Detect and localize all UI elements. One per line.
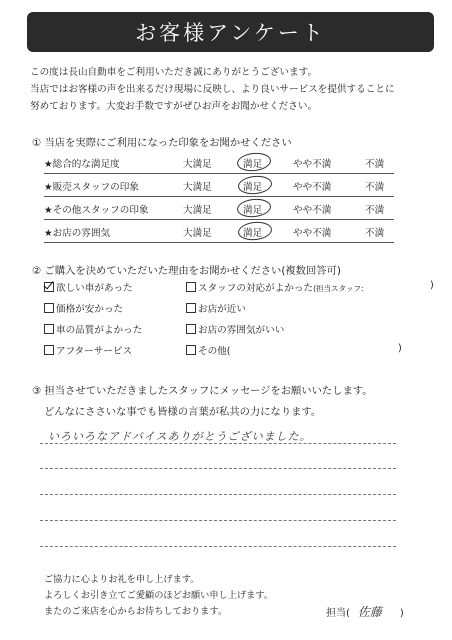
option-dissatisfied[interactable]: 不満 <box>365 205 385 216</box>
checkbox[interactable] <box>186 324 196 334</box>
check-item[interactable] <box>44 280 133 294</box>
handwritten-message: いろいろなアドバイスありがとうございました。 <box>48 430 312 443</box>
option-satisfied[interactable]: 満足 <box>243 182 263 193</box>
check-label: アフターサービス <box>56 346 133 357</box>
option-somewhat-dissatisfied[interactable]: やや不満 <box>293 182 332 193</box>
message-line <box>40 468 396 469</box>
question-3-subheading: どんなにささいな事でも皆様の言葉が私共の力になります。 <box>44 406 322 418</box>
message-line <box>40 494 396 495</box>
check-label: 欲しい車があった <box>56 283 133 294</box>
option-dissatisfied[interactable]: 不満 <box>365 228 385 239</box>
rating-label: ★販売スタッフの印象 <box>44 182 139 193</box>
check-item[interactable] <box>44 322 142 336</box>
check-label: 価格が安かった <box>56 304 124 315</box>
closing-line: よろしくお引き立てご愛顧のほどお願い申し上げます。 <box>44 590 273 601</box>
rating-label: ★お店の雰囲気 <box>44 228 111 239</box>
intro-text <box>30 64 445 115</box>
rating-row <box>44 197 394 220</box>
option-satisfied[interactable]: 満足 <box>243 228 263 239</box>
selection-circle-mark <box>236 197 272 218</box>
staff-label: 担当( <box>326 608 350 619</box>
question-3-heading: ③ 担当させていただきましたスタッフにメッセージをお願いいたします。 <box>32 385 373 397</box>
checkbox[interactable] <box>186 303 196 313</box>
checkbox[interactable] <box>44 303 54 313</box>
rating-label: ★総合的な満足度 <box>44 159 120 170</box>
option-somewhat-dissatisfied[interactable]: やや不満 <box>293 205 332 216</box>
paren-close: ) <box>399 608 404 619</box>
option-satisfied[interactable]: 満足 <box>243 205 263 216</box>
check-item[interactable] <box>186 322 284 336</box>
option-somewhat-dissatisfied[interactable]: やや不満 <box>293 159 332 170</box>
intro-line: 努めております。大変お手数ですがぜひお声をお聞かせください。 <box>30 101 318 112</box>
paren-close: ) <box>398 343 402 354</box>
question-1-heading: ① 当店を実際にご利用になった印象をお聞かせください <box>32 137 292 149</box>
check-label: 車の品質がよかった <box>56 325 143 336</box>
check-item[interactable] <box>44 301 123 315</box>
rating-row <box>44 174 394 197</box>
option-very-satisfied[interactable]: 大満足 <box>183 228 212 239</box>
staff-signature <box>326 603 404 620</box>
paren-close: ) <box>430 280 434 291</box>
intro-line: 当店ではお客様の声を出来るだけ現場に反映し、より良いサービスを提供することに <box>30 84 395 95</box>
rating-table <box>44 151 394 243</box>
selection-circle-mark <box>237 174 273 195</box>
option-dissatisfied[interactable]: 不満 <box>365 159 385 170</box>
staff-name: 佐藤 <box>357 605 382 619</box>
option-somewhat-dissatisfied[interactable]: やや不満 <box>293 228 332 239</box>
question-2-heading: ② ご購入を決めていただいた理由をお聞かせください(複数回答可) <box>32 265 341 277</box>
option-very-satisfied[interactable]: 大満足 <box>183 159 212 170</box>
rating-label: ★その他スタッフの印象 <box>44 205 149 216</box>
check-label: その他( <box>198 346 231 357</box>
check-item[interactable] <box>44 343 132 357</box>
intro-line: この度は長山自動車をご利用いただき誠にありがとうございます。 <box>30 67 318 78</box>
message-line <box>40 520 396 521</box>
message-line <box>40 443 396 444</box>
option-very-satisfied[interactable]: 大満足 <box>183 205 212 216</box>
check-item[interactable] <box>186 280 364 294</box>
check-item[interactable] <box>186 301 246 315</box>
selection-circle-mark <box>237 220 273 241</box>
rating-row <box>44 151 394 174</box>
option-dissatisfied[interactable]: 不満 <box>365 182 385 193</box>
checkbox[interactable] <box>186 345 196 355</box>
checkbox[interactable] <box>44 345 54 355</box>
message-line <box>40 546 396 547</box>
checkbox[interactable] <box>186 282 196 292</box>
option-satisfied[interactable]: 満足 <box>243 159 263 170</box>
survey-title: お客様アンケート <box>135 21 326 45</box>
closing-text <box>44 572 273 620</box>
check-item[interactable] <box>186 343 231 357</box>
rating-row <box>44 220 394 243</box>
staff-note-label: (担当スタッフ: <box>313 284 364 293</box>
checkbox[interactable] <box>44 324 54 334</box>
check-label: お店が近い <box>198 304 246 315</box>
check-label: スタッフの対応がよかった <box>198 283 314 294</box>
check-label: お店の雰囲気がいい <box>198 325 285 336</box>
selection-circle-mark <box>236 151 272 172</box>
closing-line: またのご来店を心からお待ちしております。 <box>44 606 228 617</box>
closing-line: ご協力に心よりお礼を申し上げます。 <box>44 574 200 585</box>
checkbox-checked[interactable] <box>44 282 54 292</box>
option-very-satisfied[interactable]: 大満足 <box>183 182 212 193</box>
title-banner <box>27 12 434 52</box>
